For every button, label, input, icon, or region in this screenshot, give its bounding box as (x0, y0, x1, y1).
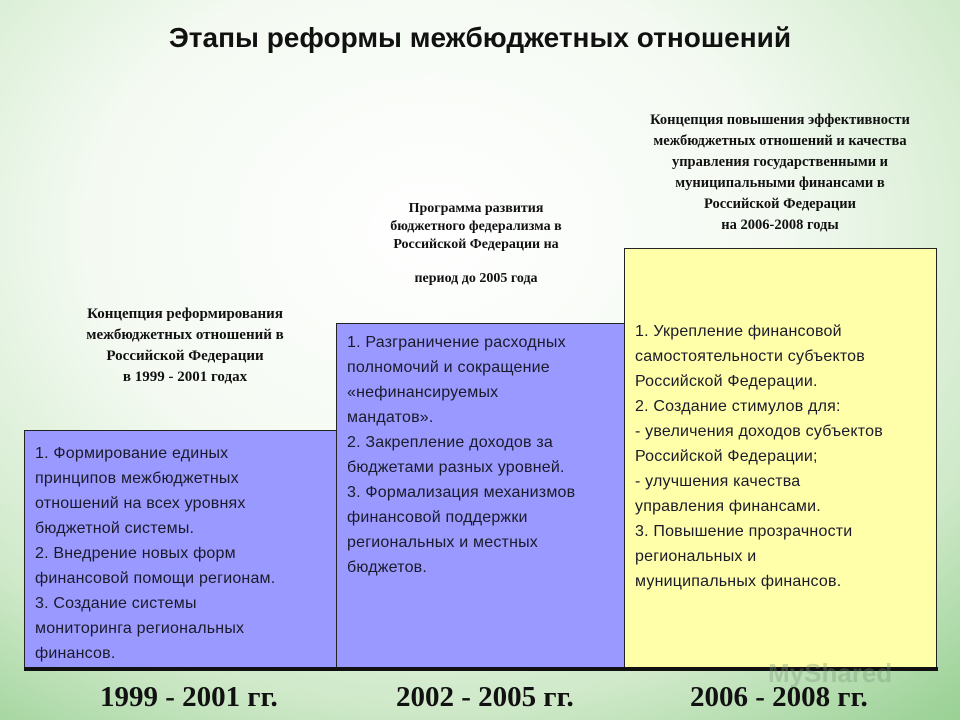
stage-2-heading-line: Программа развития (408, 201, 544, 216)
period-label-3: 2006 - 2008 гг. (690, 681, 868, 713)
stage-1-heading (40, 304, 330, 388)
stage-3-line: - увеличения доходов субъектов (635, 423, 883, 440)
stage-3-box (624, 248, 937, 670)
stage-2-line: полномочий и сокращение (347, 359, 550, 376)
stage-1-heading-line: межбюджетных отношений в (86, 327, 284, 343)
stage-2-line: региональных и местных (347, 534, 539, 551)
stage-1-heading-line: Концепция реформирования (87, 306, 283, 322)
stage-2-line: 1. Разграничение расходных (347, 334, 566, 351)
stage-3-heading-line: муниципальными финансами в (675, 175, 885, 191)
stage-3-line: 2. Создание стимулов для: (635, 398, 841, 415)
stage-3-line: региональных и (635, 548, 757, 565)
stage-1-line: бюджетной системы. (35, 520, 195, 537)
stage-2-line: 2. Закрепление доходов за (347, 434, 553, 451)
stage-3-line: самостоятельности субъектов (635, 348, 865, 365)
stage-2-heading-line: бюджетного федерализма в (390, 219, 562, 234)
stage-2-line: «нефинансируемых (347, 384, 499, 401)
stage-2-line: бюджетами разных уровней. (347, 459, 565, 476)
stage-2-box (336, 323, 626, 670)
stage-2-heading-line: период до 2005 года (414, 271, 538, 286)
stage-2-line: бюджетов. (347, 559, 428, 576)
watermark-logo: MyShared (768, 658, 893, 688)
stage-2-line: 3. Формализация механизмов (347, 484, 576, 501)
stage-3-heading (612, 110, 948, 236)
stage-1-line: принципов межбюджетных (35, 470, 239, 487)
stage-1-line: 2. Внедрение новых форм (35, 545, 236, 562)
stage-1-line: мониторинга региональных (35, 620, 245, 637)
stage-3-heading-line: управления государственными и (671, 154, 889, 170)
stage-3-line: муниципальных финансов. (635, 573, 842, 590)
stage-1-box (24, 430, 340, 670)
stage-1-heading-line: Российской Федерации (106, 348, 264, 364)
page-title: Этапы реформы межбюджетных отношений (168, 22, 792, 53)
stage-1-line: финансов. (35, 645, 116, 662)
stage-3-heading-line: межбюджетных отношений и качества (653, 133, 907, 149)
stage-3-heading-line: на 2006-2008 годы (721, 217, 839, 233)
stage-3-line: 3. Повышение прозрачности (635, 523, 853, 540)
stage-2-line: финансовой поддержки (347, 509, 528, 526)
stage-3-line: - улучшения качества (635, 473, 801, 490)
stage-3-heading-line: Российской Федерации (703, 196, 856, 212)
stage-3-line: управления финансами. (635, 498, 821, 515)
stage-1-line: 1. Формирование единых (35, 445, 229, 462)
stage-1-heading-line: в 1999 - 2001 годах (122, 369, 248, 385)
stage-2-line: мандатов». (347, 409, 434, 426)
stage-2-heading-line: Российской Федерации на (393, 237, 559, 252)
stage-1-line: 3. Создание системы (35, 595, 197, 612)
period-label-2: 2002 - 2005 гг. (396, 681, 574, 713)
stage-3-line: 1. Укрепление финансовой (635, 323, 842, 340)
stage-3-line: Российской Федерации. (635, 373, 818, 390)
stage-1-line: отношений на всех уровнях (35, 495, 246, 512)
stage-2-heading (342, 200, 610, 288)
stage-3-line: Российской Федерации; (635, 448, 818, 465)
period-label-1: 1999 - 2001 гг. (100, 681, 278, 713)
stage-1-line: финансовой помощи регионам. (35, 570, 276, 587)
stage-3-heading-line: Концепция повышения эффективности (650, 112, 910, 128)
